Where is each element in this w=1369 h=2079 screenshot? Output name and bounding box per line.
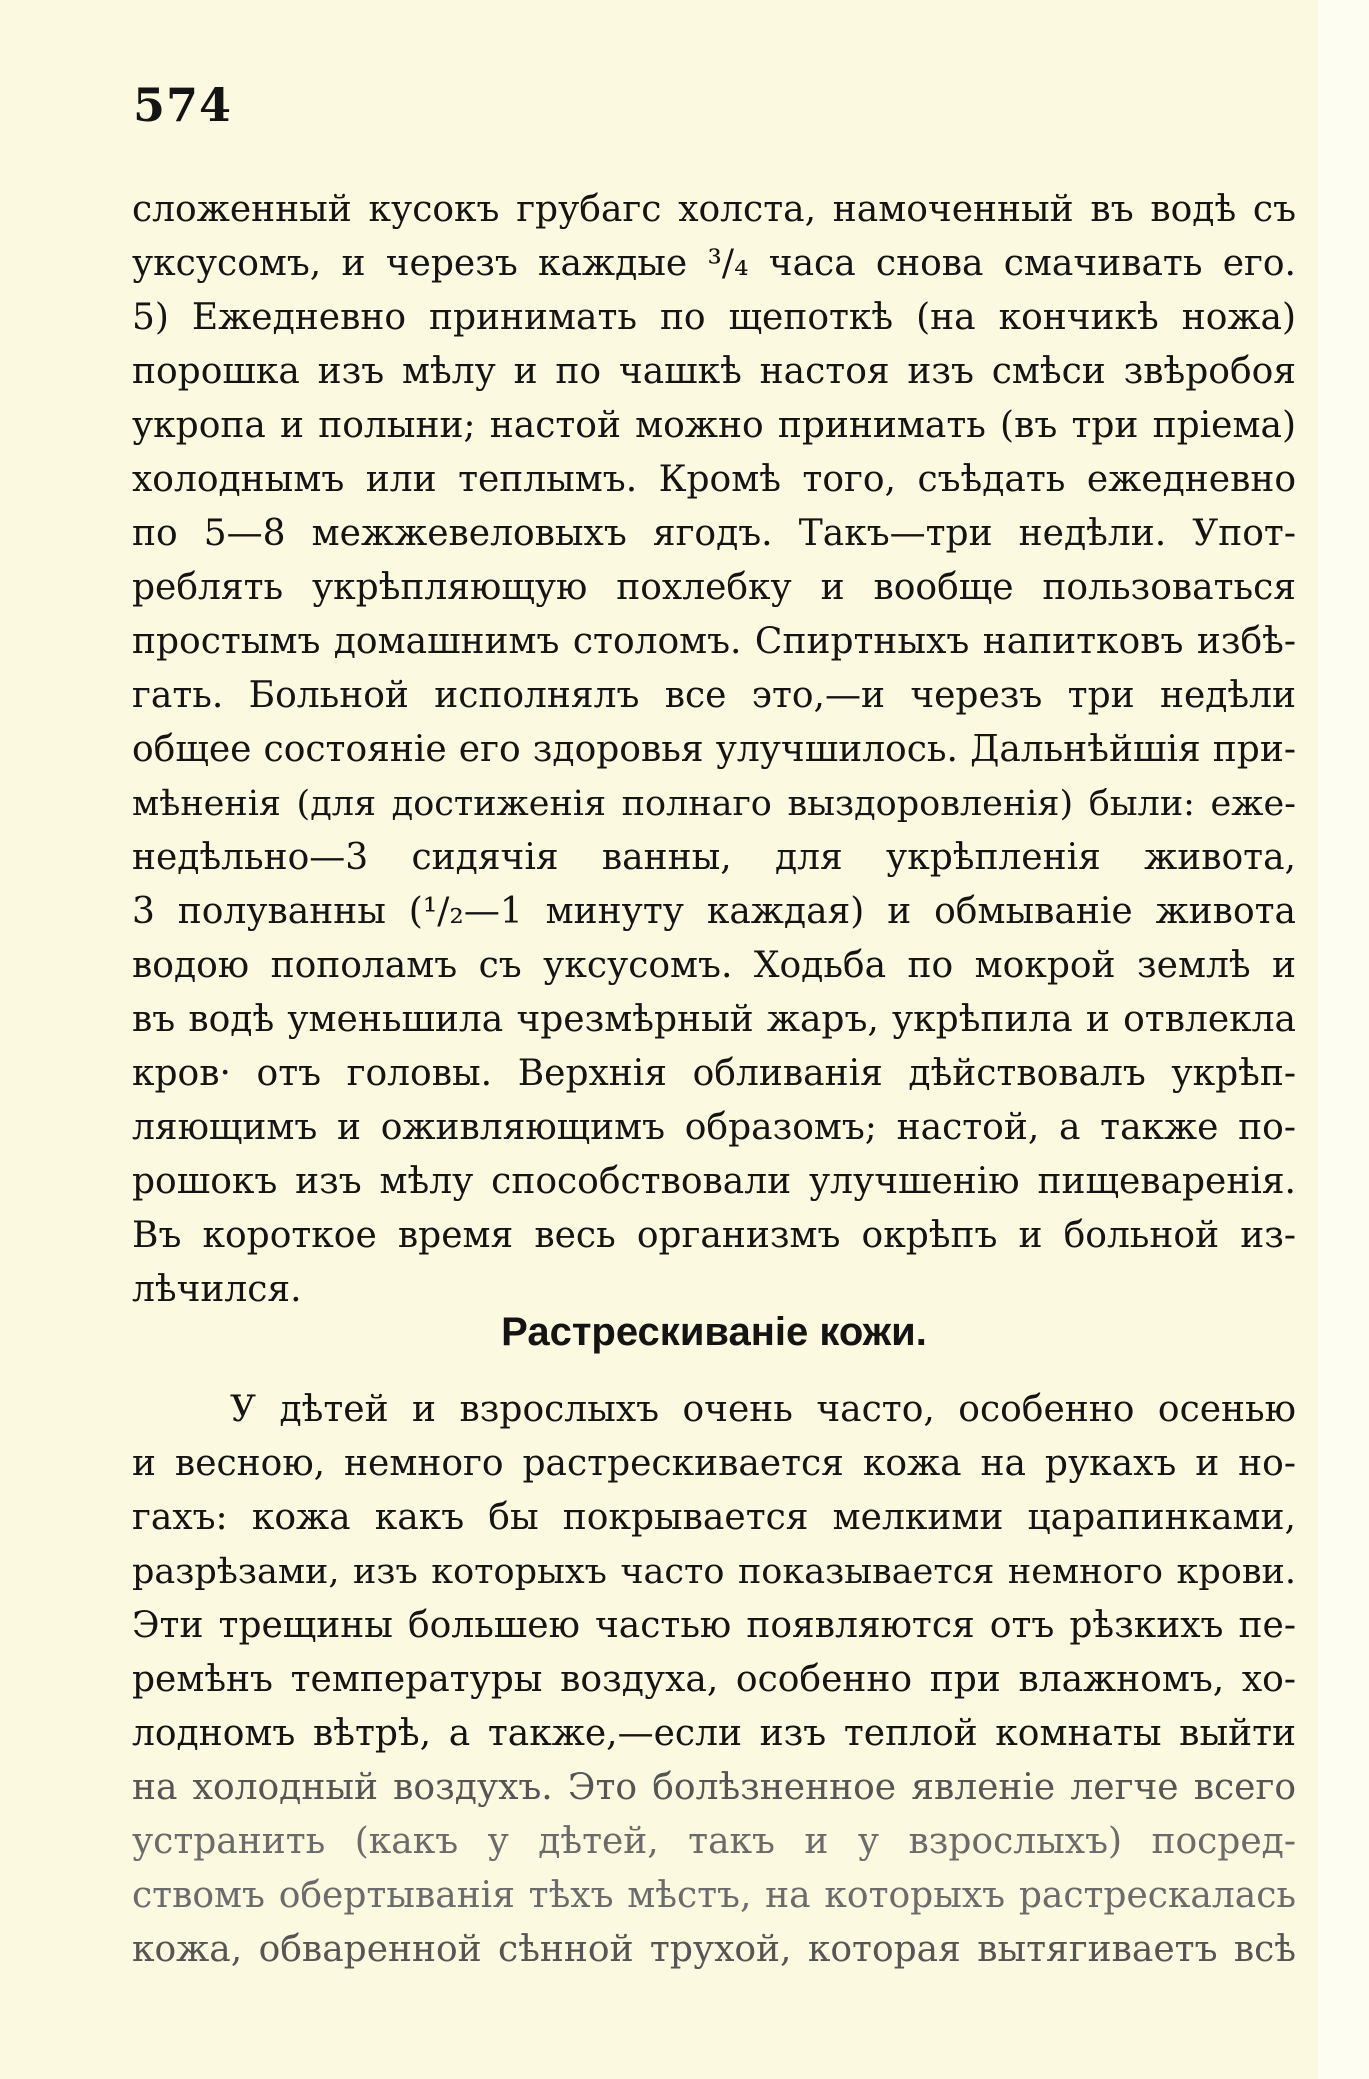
text-line: на холодный воздухъ. Это болѣзненное явленіе легче всего xyxy=(132,1767,1296,1808)
text-line: гахъ: кожа какъ бы покрывается мелкими царапинками, xyxy=(132,1497,1296,1538)
text-line: кров· отъ головы. Верхнія обливанія дѣйствовалъ укрѣп- xyxy=(132,1053,1296,1094)
page-number: 574 xyxy=(133,78,233,132)
text-line: устранить (какъ у дѣтей, такъ и у взрослыхъ) посред- xyxy=(132,1821,1296,1862)
text-line: недѣльно—3 сидячія ванны, для укрѣпленія живота, xyxy=(132,837,1296,878)
text-line: въ водѣ уменьшила чрезмѣрный жаръ, укрѣпила и отвлекла xyxy=(132,999,1296,1040)
text-line: кожа, обваренной сѣнной трухой, которая вытягиваетъ всѣ xyxy=(132,1929,1296,1970)
text-line: водою пополамъ съ уксусомъ. Ходьба по мокрой землѣ и xyxy=(132,945,1296,986)
text-line: мѣненія (для достиженія полнаго выздоровленія) были: еже- xyxy=(132,784,1296,824)
paragraph-2 xyxy=(132,1383,1296,1977)
text-line: 5) Ежедневно принимать по щепоткѣ (на кончикѣ ножа) xyxy=(132,297,1296,338)
text-line: и весною, немного растрескивается кожа на рукахъ и но- xyxy=(132,1443,1296,1484)
text-line: лодномъ вѣтрѣ, а также,—если изъ теплой комнаты выйти xyxy=(132,1713,1296,1754)
text-line: сложенный кусокъ грубагс холста, намоченный въ водѣ съ xyxy=(132,189,1296,230)
text-line: холоднымъ или теплымъ. Кромѣ того, съѣдать ежедневно xyxy=(132,459,1296,500)
text-line: 3 полуванны (¹/₂—1 минуту каждая) и обмываніе живота xyxy=(132,891,1296,932)
text-line: лѣчился. xyxy=(132,1269,302,1310)
text-line: реблять укрѣпляющую похлебку и вообще пользоваться xyxy=(132,567,1296,608)
text-line: по 5—8 межжевеловыхъ ягодъ. Такъ—три недѣли. Упот- xyxy=(132,513,1296,554)
text-line: ремѣнъ температуры воздуха, особенно при влажномъ, хо- xyxy=(132,1659,1296,1700)
text-line: ляющимъ и оживляющимъ образомъ; настой, а также по- xyxy=(132,1107,1296,1148)
text-line: разрѣзами, изъ которыхъ часто показывается немного крови. xyxy=(132,1552,1296,1592)
page-edge xyxy=(1318,0,1369,2079)
text-line: У дѣтей и взрослыхъ очень часто, особенно осенью xyxy=(230,1389,1296,1430)
text-line: уксусомъ, и черезъ каждые ³/₄ часа снова смачивать его. xyxy=(132,243,1296,284)
text-line: укропа и полыни; настой можно принимать (въ три пріема) xyxy=(132,405,1296,446)
text-line: ствомъ обертыванія тѣхъ мѣстъ, на которыхъ растрескалась xyxy=(132,1875,1296,1916)
text-line: Въ короткое время весь организмъ окрѣпъ и больной из- xyxy=(132,1215,1296,1256)
text-line: гать. Больной исполнялъ все это,—и черезъ три недѣли xyxy=(132,675,1296,716)
text-line: рошокъ изъ мѣлу способствовали улучшенію пищеваренія. xyxy=(132,1161,1296,1202)
paragraph-1 xyxy=(132,183,1296,1317)
text-line: порошка изъ мѣлу и по чашкѣ настоя изъ смѣси звѣробоя xyxy=(132,351,1296,392)
text-line: Эти трещины большею частью появляются отъ рѣзкихъ пе- xyxy=(132,1605,1296,1646)
text-line: простымъ домашнимъ столомъ. Спиртныхъ напитковъ избѣ- xyxy=(132,621,1296,662)
section-heading: Растрескиваніе кожи. xyxy=(501,1310,927,1354)
text-line: общее состояніе его здоровья улучшилось. Дальнѣйшія при- xyxy=(132,729,1296,770)
